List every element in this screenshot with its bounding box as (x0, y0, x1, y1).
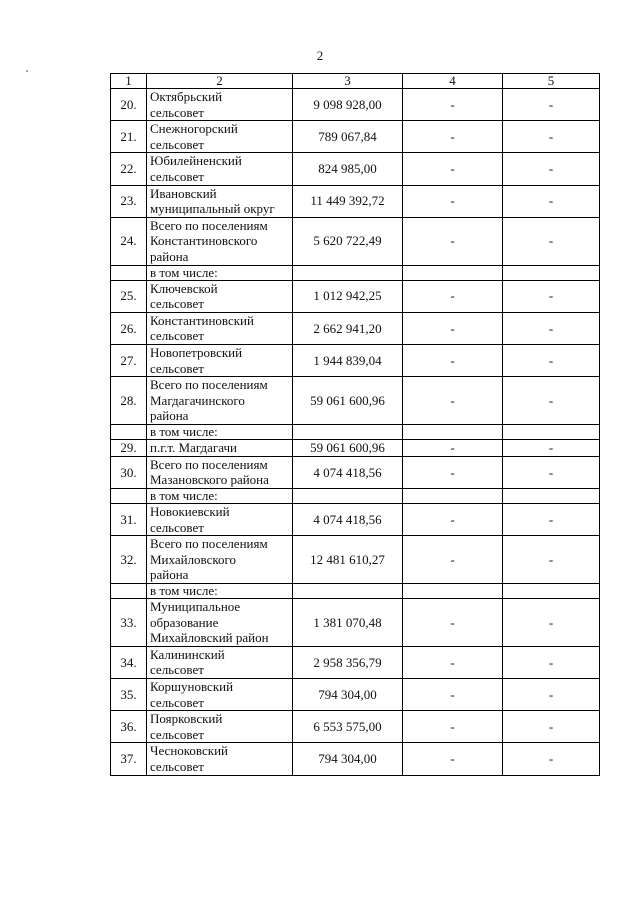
dash-cell: - (403, 679, 503, 711)
dash-cell: - (503, 377, 600, 425)
empty-cell (293, 265, 403, 280)
empty-cell (111, 265, 147, 280)
name-line: Чесноковский (150, 743, 228, 759)
row-number: 30. (111, 456, 147, 488)
name-line: сельсовет (150, 296, 204, 312)
amount-cell: 4 074 418,56 (293, 504, 403, 536)
dash-cell: - (503, 646, 600, 678)
empty-cell (503, 424, 600, 439)
name-line: Константиновского (150, 233, 258, 249)
table-row (111, 89, 600, 121)
row-number: 24. (111, 217, 147, 265)
settlement-name (147, 377, 293, 425)
row-number: 34. (111, 646, 147, 678)
amount-cell: 789 067,84 (293, 121, 403, 153)
settlement-name (147, 280, 293, 312)
row-number: 31. (111, 504, 147, 536)
amount-cell: 1 381 070,48 (293, 599, 403, 647)
settlement-name (147, 217, 293, 265)
header-cell: 2 (147, 74, 293, 89)
subheader-row (111, 424, 600, 439)
subheader-label: в том числе: (147, 489, 293, 504)
table-row (111, 711, 600, 743)
name-line: Поярковский (150, 711, 223, 727)
dash-cell: - (403, 646, 503, 678)
header-cell: 3 (293, 74, 403, 89)
dash-cell: - (503, 599, 600, 647)
empty-cell (293, 424, 403, 439)
name-line: сельсовет (150, 662, 204, 678)
dash-cell: - (503, 536, 600, 584)
settlement-name (147, 456, 293, 488)
settlement-name (147, 646, 293, 678)
name-line: Октябрьский (150, 89, 223, 104)
table-row (111, 743, 600, 775)
dash-cell: - (403, 280, 503, 312)
page-number: 2 (316, 48, 324, 63)
table-row (111, 456, 600, 488)
name-line: Всего по поселениям (150, 456, 268, 472)
table-row (111, 217, 600, 265)
empty-cell (403, 584, 503, 599)
name-line: сельсовет (150, 168, 204, 184)
table-row (111, 121, 600, 153)
amount-cell: 824 985,00 (293, 153, 403, 185)
name-line: сельсовет (150, 328, 204, 344)
name-line: Мазановского района (150, 472, 269, 488)
dash-cell: - (503, 185, 600, 217)
name-line: Всего по поселениям (150, 377, 268, 393)
row-number: 26. (111, 312, 147, 344)
amount-cell: 59 061 600,96 (293, 439, 403, 456)
name-line: сельсовет (150, 694, 204, 710)
dash-cell: - (503, 504, 600, 536)
dash-cell: - (403, 536, 503, 584)
amount-cell: 9 098 928,00 (293, 89, 403, 121)
name-line: района (150, 567, 189, 583)
dash-cell: - (503, 217, 600, 265)
header-row (111, 74, 600, 89)
header-cell: 4 (403, 74, 503, 89)
settlement-name (147, 711, 293, 743)
name-line: Константиновский (150, 312, 254, 328)
settlement-name (147, 599, 293, 647)
table-body (111, 74, 600, 776)
settlement-name (147, 536, 293, 584)
name-line: Юбилейненский (150, 153, 242, 169)
settlement-name (147, 312, 293, 344)
empty-cell (293, 584, 403, 599)
empty-cell (403, 424, 503, 439)
name-line: сельсовет (150, 136, 204, 152)
dash-cell: - (503, 153, 600, 185)
row-number: 27. (111, 344, 147, 376)
name-line: образование (150, 614, 219, 630)
subheader-row (111, 489, 600, 504)
name-line: Ключевской (150, 280, 218, 296)
amount-cell: 6 553 575,00 (293, 711, 403, 743)
row-number: 33. (111, 599, 147, 647)
amount-cell: 5 620 722,49 (293, 217, 403, 265)
empty-cell (503, 265, 600, 280)
amount-cell: 59 061 600,96 (293, 377, 403, 425)
amount-cell: 11 449 392,72 (293, 185, 403, 217)
settlement-name (147, 679, 293, 711)
settlement-name (147, 439, 293, 456)
settlement-name (147, 344, 293, 376)
table-row (111, 536, 600, 584)
name-line: района (150, 248, 189, 264)
empty-cell (111, 424, 147, 439)
name-line: муниципальный округ (150, 201, 275, 217)
dash-cell: - (403, 439, 503, 456)
name-line: Михайловского (150, 551, 237, 567)
name-line: п.г.т. Магдагачи (150, 440, 238, 456)
empty-cell (503, 489, 600, 504)
amount-cell: 2 958 356,79 (293, 646, 403, 678)
dash-cell: - (403, 456, 503, 488)
dash-cell: - (503, 280, 600, 312)
dash-cell: - (503, 711, 600, 743)
table-row (111, 280, 600, 312)
dash-cell: - (403, 599, 503, 647)
amount-cell: 12 481 610,27 (293, 536, 403, 584)
table-row (111, 312, 600, 344)
empty-cell (111, 584, 147, 599)
name-line: сельсовет (150, 104, 204, 120)
dash-cell: - (503, 89, 600, 121)
dash-cell: - (403, 312, 503, 344)
settlement-name (147, 504, 293, 536)
name-line: Муниципальное (150, 599, 241, 615)
settlement-name (147, 153, 293, 185)
row-number: 21. (111, 121, 147, 153)
subheader-label: в том числе: (147, 265, 293, 280)
dash-cell: - (403, 217, 503, 265)
name-line: Снежногорский (150, 121, 238, 137)
name-line: Новокиевский (150, 504, 230, 520)
table-row (111, 679, 600, 711)
empty-cell (403, 489, 503, 504)
settlement-name (147, 743, 293, 775)
table-row (111, 185, 600, 217)
name-line: Калининский (150, 646, 225, 662)
empty-cell (503, 584, 600, 599)
row-number: 25. (111, 280, 147, 312)
table-row (111, 377, 600, 425)
name-line: сельсовет (150, 726, 204, 742)
name-line: Всего по поселениям (150, 217, 268, 233)
table-row (111, 504, 600, 536)
subheader-label: в том числе: (147, 424, 293, 439)
row-number: 36. (111, 711, 147, 743)
row-number: 23. (111, 185, 147, 217)
row-number: 35. (111, 679, 147, 711)
header-cell: 5 (503, 74, 600, 89)
dash-cell: - (503, 679, 600, 711)
empty-cell (293, 489, 403, 504)
name-line: района (150, 408, 189, 424)
header-cell: 1 (111, 74, 147, 89)
row-number: 29. (111, 439, 147, 456)
name-line: Новопетровский (150, 344, 243, 360)
amount-cell: 794 304,00 (293, 743, 403, 775)
name-line: сельсовет (150, 758, 204, 774)
budget-table (110, 73, 600, 776)
subheader-row (111, 584, 600, 599)
name-line: сельсовет (150, 360, 204, 376)
name-line: Всего по поселениям (150, 536, 268, 552)
name-line: Михайловский район (150, 630, 269, 646)
table-row (111, 153, 600, 185)
dash-cell: - (403, 344, 503, 376)
dash-cell: - (503, 456, 600, 488)
dash-cell: - (503, 344, 600, 376)
name-line: Коршуновский (150, 679, 234, 694)
name-line: Магдагачинского (150, 392, 245, 408)
settlement-name (147, 89, 293, 121)
dash-cell: - (403, 185, 503, 217)
dash-cell: - (403, 504, 503, 536)
settlement-name (147, 185, 293, 217)
amount-cell: 4 074 418,56 (293, 456, 403, 488)
table-row (111, 599, 600, 647)
row-number: 28. (111, 377, 147, 425)
name-line: сельсовет (150, 519, 204, 535)
settlement-name (147, 121, 293, 153)
name-line: Ивановский (150, 185, 217, 201)
empty-cell (111, 489, 147, 504)
amount-cell: 1 944 839,04 (293, 344, 403, 376)
subheader-row (111, 265, 600, 280)
table-row (111, 344, 600, 376)
dash-cell: - (403, 377, 503, 425)
amount-cell: 794 304,00 (293, 679, 403, 711)
dash-cell: - (403, 89, 503, 121)
dash-cell: - (403, 121, 503, 153)
empty-cell (403, 265, 503, 280)
row-number: 32. (111, 536, 147, 584)
row-number: 20. (111, 89, 147, 121)
scan-speck (26, 70, 28, 72)
table-row (111, 439, 600, 456)
dash-cell: - (503, 743, 600, 775)
subheader-label: в том числе: (147, 584, 293, 599)
amount-cell: 2 662 941,20 (293, 312, 403, 344)
dash-cell: - (503, 439, 600, 456)
row-number: 37. (111, 743, 147, 775)
dash-cell: - (503, 312, 600, 344)
row-number: 22. (111, 153, 147, 185)
dash-cell: - (403, 743, 503, 775)
amount-cell: 1 012 942,25 (293, 280, 403, 312)
table-row (111, 646, 600, 678)
dash-cell: - (403, 711, 503, 743)
dash-cell: - (503, 121, 600, 153)
dash-cell: - (403, 153, 503, 185)
